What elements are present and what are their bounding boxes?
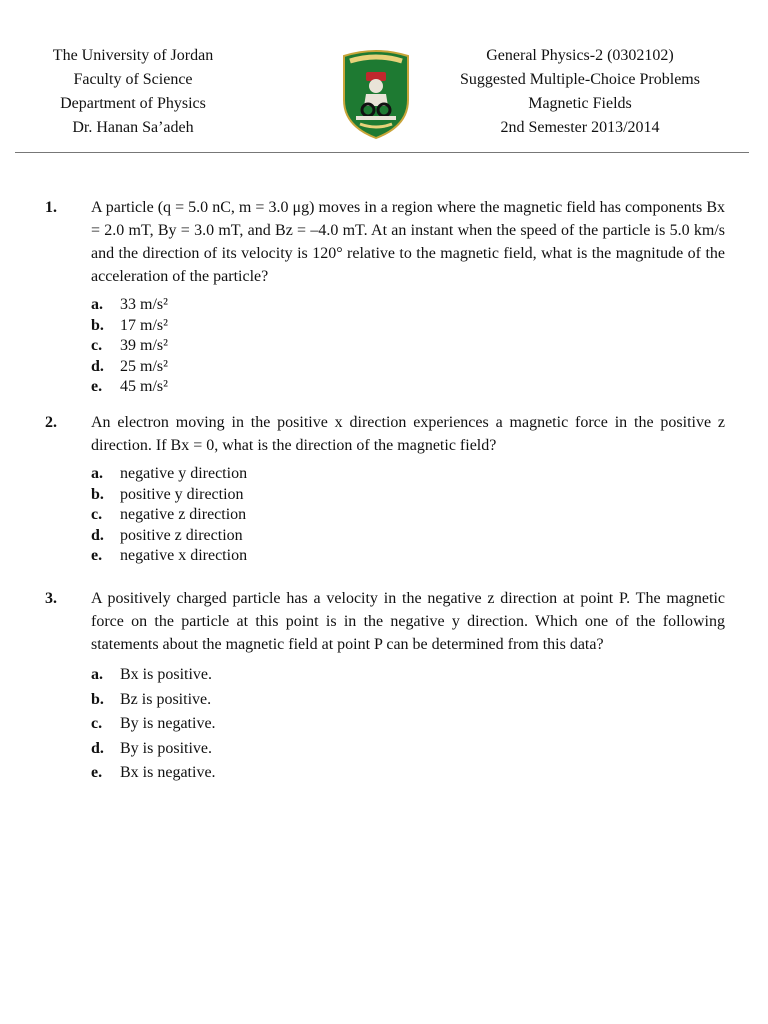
question-stem: A positively charged particle has a velocity in the negative z direction at point P. The magnetic force on the particle at this point is in the negative y direction. Which one of the following statements about the magnetic field at point P can be determined from this data? (91, 590, 725, 653)
option-b (91, 688, 725, 713)
option-b (91, 316, 725, 337)
question-number: 1. (45, 199, 57, 216)
option-text: 39 m/s² (120, 337, 168, 354)
question-number: 3. (45, 590, 57, 607)
faculty-name: Faculty of Science (73, 71, 193, 88)
option-text: negative y direction (120, 465, 248, 482)
option-c (91, 505, 725, 526)
option-letter: e. (91, 378, 103, 395)
option-d (91, 526, 725, 547)
option-letter: c. (91, 337, 103, 354)
option-e (91, 546, 725, 567)
option-text: 17 m/s² (120, 316, 168, 334)
instructor-name: Dr. Hanan Sa’adeh (72, 119, 194, 136)
header-left-block (28, 44, 238, 140)
option-text: By is negative. (120, 715, 216, 732)
option-letter: d. (91, 739, 104, 757)
department-name: Department of Physics (60, 95, 206, 112)
option-text: 33 m/s² (120, 296, 168, 313)
options-list (91, 295, 725, 398)
document-title: Suggested Multiple-Choice Problems (460, 71, 700, 88)
option-a (91, 464, 725, 485)
option-text: Bx is positive. (120, 666, 213, 683)
topic-title: Magnetic Fields (528, 95, 632, 112)
header-right-block (430, 44, 730, 140)
option-text: By is positive. (120, 739, 213, 757)
question-2 (45, 411, 725, 567)
option-letter: a. (91, 465, 103, 482)
options-list (91, 663, 725, 786)
option-a (91, 295, 725, 316)
option-text: Bz is positive. (120, 690, 212, 708)
option-d (91, 357, 725, 378)
question-stem: A particle (q = 5.0 nC, m = 3.0 μg) moves in a region where the magnetic field has components Bx = 2.0 mT, By = 3.0 mT, and Bz = –4.0 mT. At an instant when the speed of the particle is 5.0 km/s and the direction of its velocity is 120° relative to the magnetic field, what is the magnitude of the acceleration of the particle? (91, 199, 725, 285)
option-b (91, 485, 725, 506)
university-logo (340, 48, 412, 140)
option-text: negative x direction (120, 547, 248, 564)
option-letter: b. (91, 690, 104, 708)
option-letter: e. (91, 547, 103, 564)
option-letter: a. (91, 296, 103, 313)
question-stem: An electron moving in the positive x direction experiences a magnetic force in the positive z direction. If Bx = 0, what is the direction of the magnetic field? (91, 414, 725, 454)
option-letter: b. (91, 316, 104, 334)
option-c (91, 336, 725, 357)
option-a (91, 663, 725, 688)
option-letter: a. (91, 666, 103, 683)
option-letter: d. (91, 526, 104, 544)
option-text: positive y direction (120, 485, 244, 503)
option-text: positive z direction (120, 526, 243, 544)
option-d (91, 737, 725, 762)
question-1 (45, 196, 725, 398)
option-e (91, 761, 725, 786)
option-letter: c. (91, 715, 103, 732)
option-c (91, 712, 725, 737)
question-number: 2. (45, 414, 57, 431)
option-text: Bx is negative. (120, 764, 216, 781)
options-list (91, 464, 725, 567)
option-letter: c. (91, 506, 103, 523)
course-title: General Physics-2 (0302102) (486, 47, 674, 64)
option-text: 45 m/s² (120, 378, 168, 395)
question-3 (45, 587, 725, 786)
option-text: 25 m/s² (120, 357, 168, 375)
option-e (91, 377, 725, 398)
option-letter: e. (91, 764, 103, 781)
university-name: The University of Jordan (52, 47, 214, 64)
option-letter: d. (91, 357, 104, 375)
option-letter: b. (91, 485, 104, 503)
header-divider (15, 152, 749, 153)
semester-label: 2nd Semester 2013/2014 (500, 119, 660, 136)
option-text: negative z direction (120, 506, 247, 523)
